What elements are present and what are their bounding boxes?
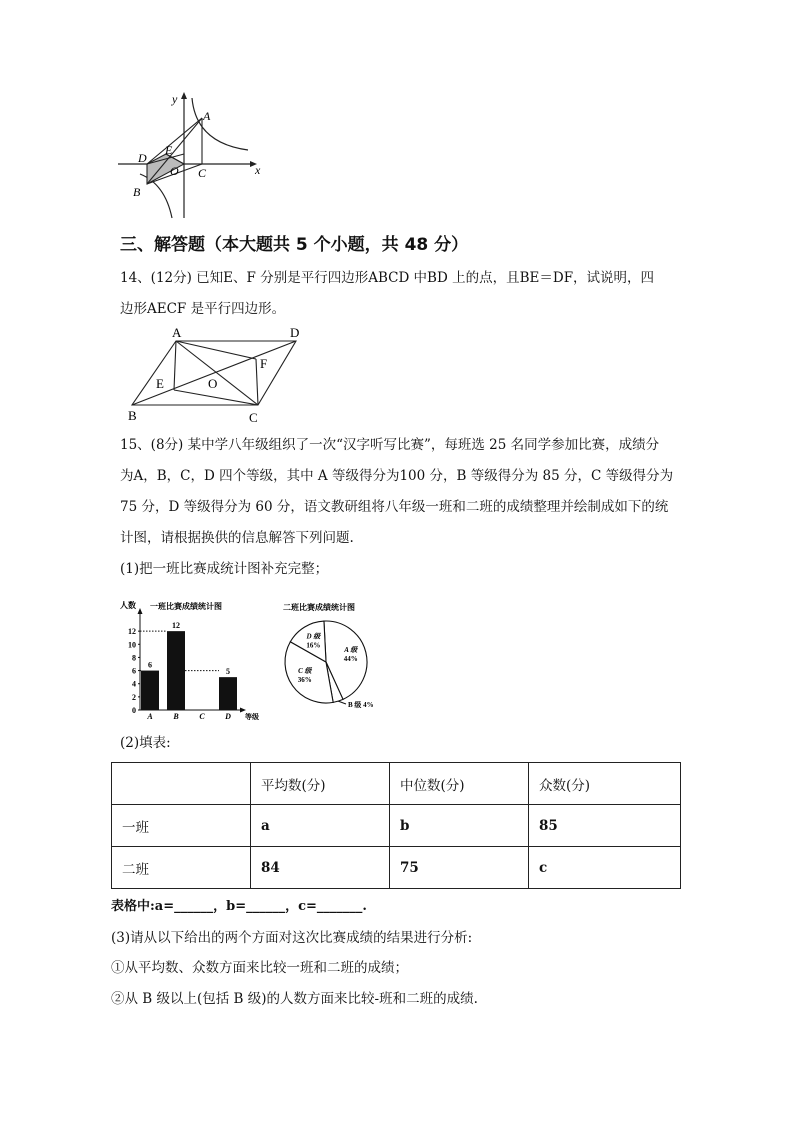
table-header-cell: 中位数(分) [390, 763, 529, 805]
bar-chart-data-label: 5 [226, 667, 230, 677]
label-d: D [138, 151, 147, 165]
section-title: 三、解答题（本大题共 5 个小题，共 48 分） [120, 235, 469, 255]
table-header-cell: 平均数(分) [251, 763, 390, 805]
q15-line2: 为A，B，C，D 四个等级，其中 A 等级得分为100 分，B 等级得分为 85 分，C 等级得分为 [120, 468, 674, 484]
segment-fc [256, 359, 258, 405]
bar-chart-category-label: D [225, 712, 231, 720]
q15-line1: 15、(8分) 某中学八年级组织了一次“汉字听写比赛”，每班选 25 名同学参加比赛，成绩分 [120, 437, 660, 453]
bar-chart-y-tick-label: 6 [132, 666, 136, 676]
figure-q13 [110, 88, 270, 223]
q15-line3: 75 分，D 等级得分为 60 分，语文教研组将八年级一班和二班的成绩整理并绘制成如下的统 [120, 499, 669, 515]
pie-chart-label: B 级 4% [348, 701, 374, 709]
label-e: E [165, 143, 173, 157]
bar-chart-category-label: C [199, 712, 205, 720]
table-cell: 75 [390, 847, 529, 889]
label-b: B [128, 408, 137, 423]
label-c: C [198, 166, 207, 180]
table-cell: 二班 [112, 847, 251, 889]
segment-ae [174, 341, 176, 390]
score-table [111, 762, 681, 889]
label-e: E [156, 376, 164, 391]
bar-chart-bar [219, 677, 237, 710]
table-cell: a [251, 805, 390, 847]
bar-chart-xlabel: 等级 [245, 713, 259, 720]
bar-chart-y-tick-label: 0 [132, 706, 136, 715]
table-row [112, 847, 681, 889]
bar-chart-bar [141, 671, 159, 710]
label-c: C [249, 410, 258, 425]
label-x: x [255, 163, 261, 177]
table-header-cell: 众数(分) [529, 763, 681, 805]
bar-chart-category-label: B [173, 712, 179, 720]
q15-part3: (3)请从以下给出的两个方面对这次比赛成绩的结果进行分析: [111, 930, 473, 946]
figure-q14-parallelogram [122, 322, 312, 426]
q14-line2: 边形AECF 是平行四边形。 [120, 301, 286, 317]
label-a: A [203, 109, 211, 123]
q15-part3-2: ②从 B 级以上(包括 B 级)的人数方面来比较-班和二班的成绩. [111, 991, 478, 1007]
bar-chart-y-tick-label: 8 [132, 653, 136, 663]
label-b: B [133, 185, 141, 199]
bar-chart-title: 一班比赛成绩统计图 [150, 602, 222, 611]
bar-chart-y-tick-label: 10 [128, 640, 136, 650]
bar-chart-y-tick-label: 4 [132, 679, 136, 689]
label-a: A [172, 325, 182, 340]
bar-chart-class1 [118, 596, 268, 720]
label-o: O [208, 376, 218, 391]
pie-chart-title: 二班比赛成绩统计图 [283, 603, 355, 612]
hyperbola-upper [192, 98, 248, 150]
label-o: O [170, 164, 179, 178]
label-f: F [260, 356, 268, 371]
label-d: D [290, 325, 300, 340]
bar-chart-bar [167, 631, 185, 710]
segment-ec [174, 390, 258, 405]
table-cell: 一班 [112, 805, 251, 847]
bar-chart-x-arrow [240, 708, 246, 713]
label-y: y [172, 92, 178, 106]
bar-chart-y-tick-label: 2 [132, 692, 136, 702]
table-cell: b [390, 805, 529, 847]
table-header-row [112, 763, 681, 805]
pie-chart-leader-line [338, 701, 346, 704]
q15-part2: (2)填表: [120, 735, 171, 751]
pie-chart-pct: 36% [297, 676, 312, 685]
table-header-cell [112, 763, 251, 805]
bar-chart-y-tick-label: 12 [128, 627, 136, 637]
q14-line1: 14、(12分) 已知E、F 分别是平行四边形ABCD 中BD 上的点，且BE＝DF，试说明，四 [120, 270, 655, 286]
q15-fill-line: 表格中:a=______，b=______，c=_______. [111, 899, 367, 914]
pie-chart-pct: 16% [306, 641, 321, 650]
bar-chart-ylabel: 人数 [120, 601, 136, 610]
q15-line4: 计图，请根据换供的信息解答下列问题. [120, 530, 354, 546]
bar-chart-data-label: 12 [172, 621, 180, 631]
q15-part1: (1)把一班比赛成统计图补充完整； [120, 561, 329, 577]
q15-part3-1: ①从平均数、众数方面来比较一班和二班的成绩； [111, 960, 408, 976]
table-row [112, 805, 681, 847]
table-cell: 84 [251, 847, 390, 889]
y-axis-arrow [181, 92, 187, 99]
bar-chart-category-label: A [147, 712, 153, 720]
diagonal-bd [132, 341, 296, 405]
bar-chart-data-label: 6 [148, 660, 152, 670]
table-cell: 85 [529, 805, 681, 847]
pie-chart-pct: 44% [343, 654, 358, 663]
pie-chart-label: A 级 [344, 645, 358, 654]
pie-chart-label: C 级 [298, 667, 312, 676]
pie-chart-label: D 级 [306, 632, 321, 641]
pie-chart-class2 [280, 598, 390, 716]
table-cell: c [529, 847, 681, 889]
bar-chart-y-arrow [138, 608, 143, 614]
